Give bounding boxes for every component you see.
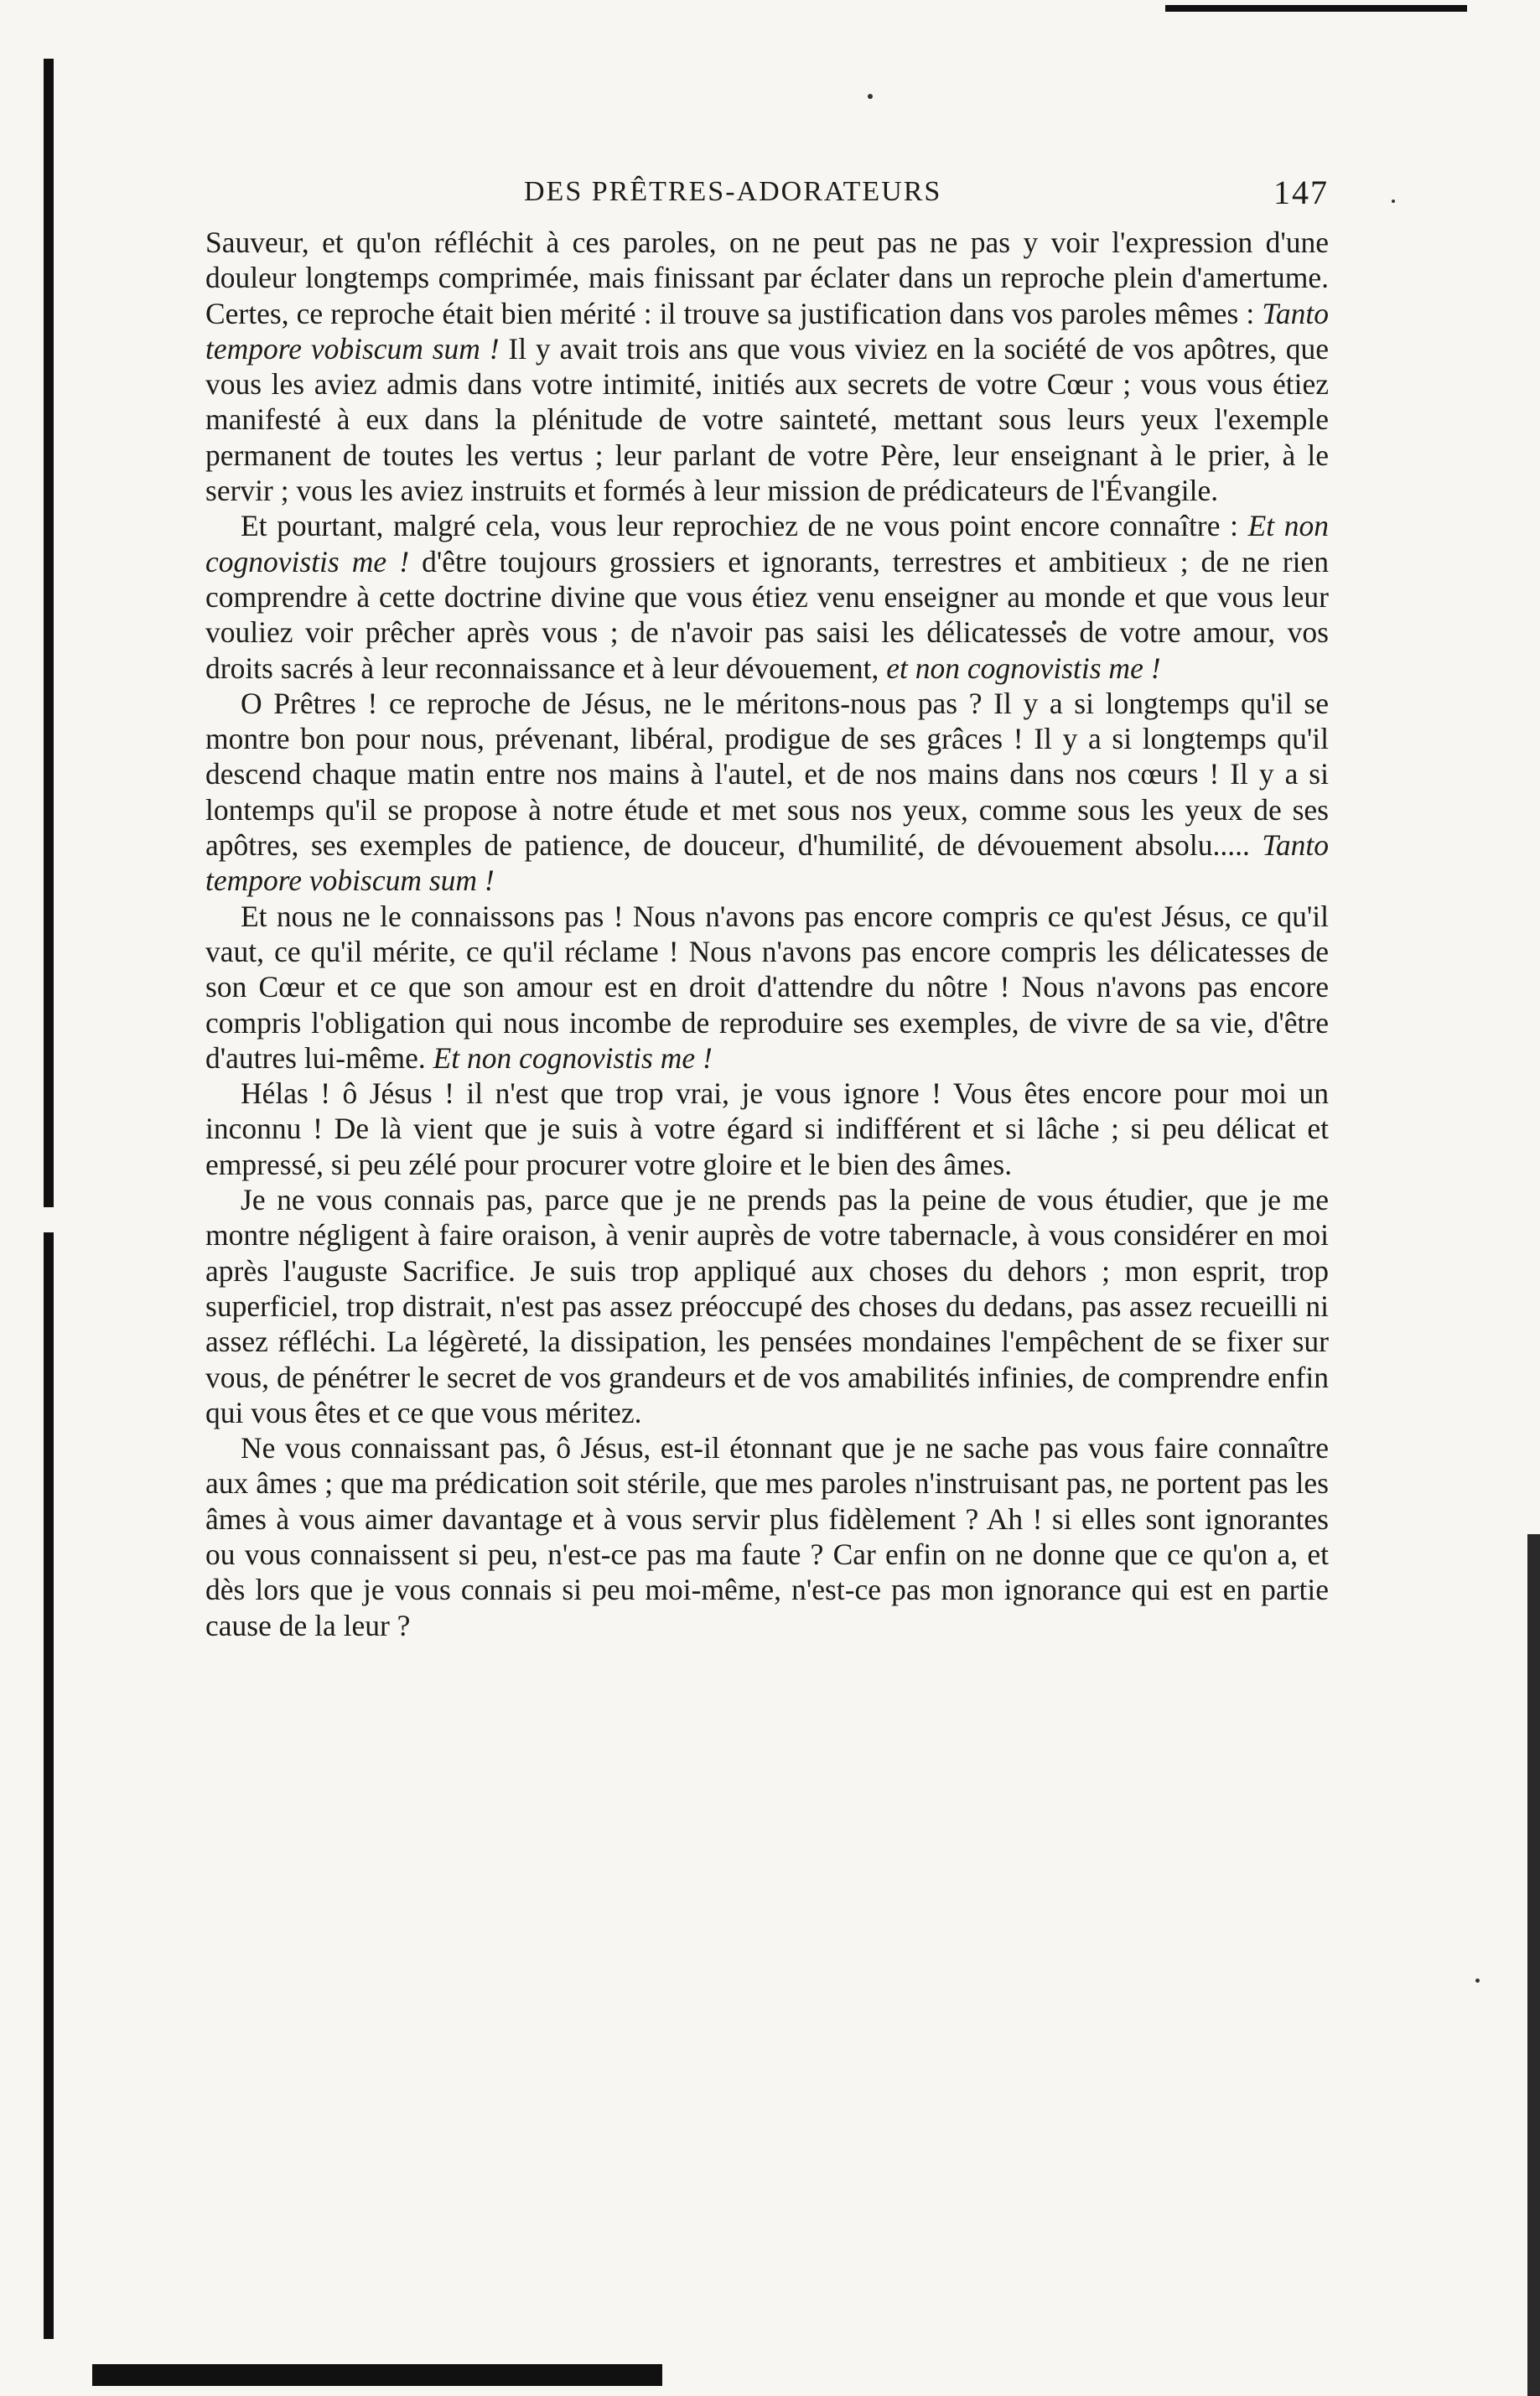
latin-quote: et non cognovistis me ! <box>886 651 1161 685</box>
page-number: 147 <box>1273 174 1329 211</box>
scan-edge-left <box>44 59 54 2339</box>
scan-edge-bottom <box>92 2364 662 2386</box>
scan-edge-right <box>1527 1534 1540 2396</box>
text-run: Je ne vous connais pas, parce que je ne prends pas la peine de vous étudier, que je me montre négligent à faire oraison, à venir auprès de votre tabernacle, à vous considérer en moi après l'auguste Sacrifice. Je suis trop appliqué aux choses du dehors ; mon esprit, trop superficiel, trop distrait, n'est pas assez préoccupé des choses du dedans, pas assez recueilli ni assez réfléchi. La légèreté, la dissipation, les pensées mondaines l'empêchent de se fixer sur vous, de pénétrer le secret de vos grandeurs et de vos amabilités infinies, de comprendre enfin qui vous êtes et ce que vous méritez. <box>205 1183 1329 1429</box>
paragraph <box>205 686 1329 899</box>
paragraph <box>205 1430 1329 1643</box>
paragraph <box>205 1182 1329 1430</box>
scan-edge-top <box>1165 5 1467 12</box>
scan-speck <box>1475 1979 1480 1983</box>
paragraph <box>205 899 1329 1076</box>
book-page <box>205 168 1329 1643</box>
text-run: Et pourtant, malgré cela, vous leur reprochiez de ne vous point encore connaître : <box>241 509 1248 543</box>
scan-edge-gap <box>37 1207 55 1232</box>
latin-quote: Tanto tempore vobiscum sum ! <box>205 296 1329 366</box>
text-run: Hélas ! ô Jésus ! il n'est que trop vrai, je vous ignore ! Vous êtes encore pour moi un inconnu ! De là vient que je suis à votre égard si indifférent et si lâche ; si peu délicat et empressé, si peu zélé pour procurer votre gloire et le bien des âmes. <box>205 1076 1329 1181</box>
text-run: Sauveur, et qu'on réfléchit à ces paroles, on ne peut pas ne pas y voir l'expression d'une douleur longtemps comprimée, mais finissant par éclater dans un reproche plein d'amertume. Certes, ce reproche était bien mérité : il trouve sa justification dans vos paroles mêmes : <box>205 226 1329 330</box>
scan-speck <box>1392 200 1395 203</box>
body-text <box>205 225 1329 1643</box>
paragraph <box>205 225 1329 508</box>
text-run: d'être toujours grossiers et ignorants, terrestres et ambitieux ; de ne rien comprendre à cette doctrine divine que vous étiez venu enseigner au monde et que vous leur vouliez voir prêcher après vous ; de n'avoir pas saisi les délicatesses de votre amour, vos droits sacrés à leur reconnaissance et à leur dévouement, <box>205 544 1329 685</box>
latin-quote: Tanto tempore vobiscum sum ! <box>205 828 1329 898</box>
latin-quote: Et non cognovistis me ! <box>205 509 1329 578</box>
latin-quote: Et non cognovistis me ! <box>433 1040 713 1075</box>
running-title: DES PRÊTRES-ADORATEURS <box>524 176 942 207</box>
scan-speck <box>868 94 873 99</box>
text-run: Ne vous connaissant pas, ô Jésus, est-il étonnant que je ne sache pas vous faire connaître aux âmes ; que ma prédication soit stérile, que mes paroles n'instruisant pas, ne portent pas les âmes à vous aimer davantage et à vous servir plus fidèlement ? Ah ! si elles sont ignorantes ou vous connaissent si peu, n'est-ce pas ma faute ? Car enfin on ne donne que ce qu'on a, et dès lors que je vous connais si peu moi-même, n'est-ce pas mon ignorance qui est en partie cause de la leur ? <box>205 1431 1329 1642</box>
paragraph <box>205 508 1329 685</box>
text-run: O Prêtres ! ce reproche de Jésus, ne le méritons-nous pas ? Il y a si longtemps qu'il se montre bon pour nous, prévenant, libéral, prodigue de ses grâces ! Il y a si longtemps qu'il descend chaque matin entre nos mains à l'autel, et de nos mains dans nos cœurs ! Il y a si lontemps qu'il se propose à notre étude et met sous nos yeux, comme sous les yeux de ses apôtres, ses exemples de patience, de douceur, d'humilité, de dévouement absolu..... <box>205 686 1329 863</box>
running-header <box>205 168 1329 218</box>
paragraph <box>205 1076 1329 1182</box>
text-run: Il y avait trois ans que vous viviez en la société de vos apôtres, que vous les aviez admis dans votre intimité, initiés aux secrets de votre Cœur ; vous vous étiez manifesté à eux dans la plénitude de votre sainteté, mettant sous leurs yeux l'exemple permanent de toutes les vertus ; leur parlant de votre Père, leur enseignant à le prier, à le servir ; vous les aviez instruits et formés à leur mission de prédicateurs de l'Évangile. <box>205 331 1329 508</box>
text-run: Et nous ne le connaissons pas ! Nous n'avons pas encore compris ce qu'est Jésus, ce qu'il vaut, ce qu'il mérite, ce qu'il réclame ! Nous n'avons pas encore compris les délicatesses de son Cœur et ce que son amour est en droit d'attendre du nôtre ! Nous n'avons pas encore compris l'obligation qui nous incombe de reproduire ses exemples, de vivre de sa vie, d'être d'autres lui-même. <box>205 899 1329 1075</box>
